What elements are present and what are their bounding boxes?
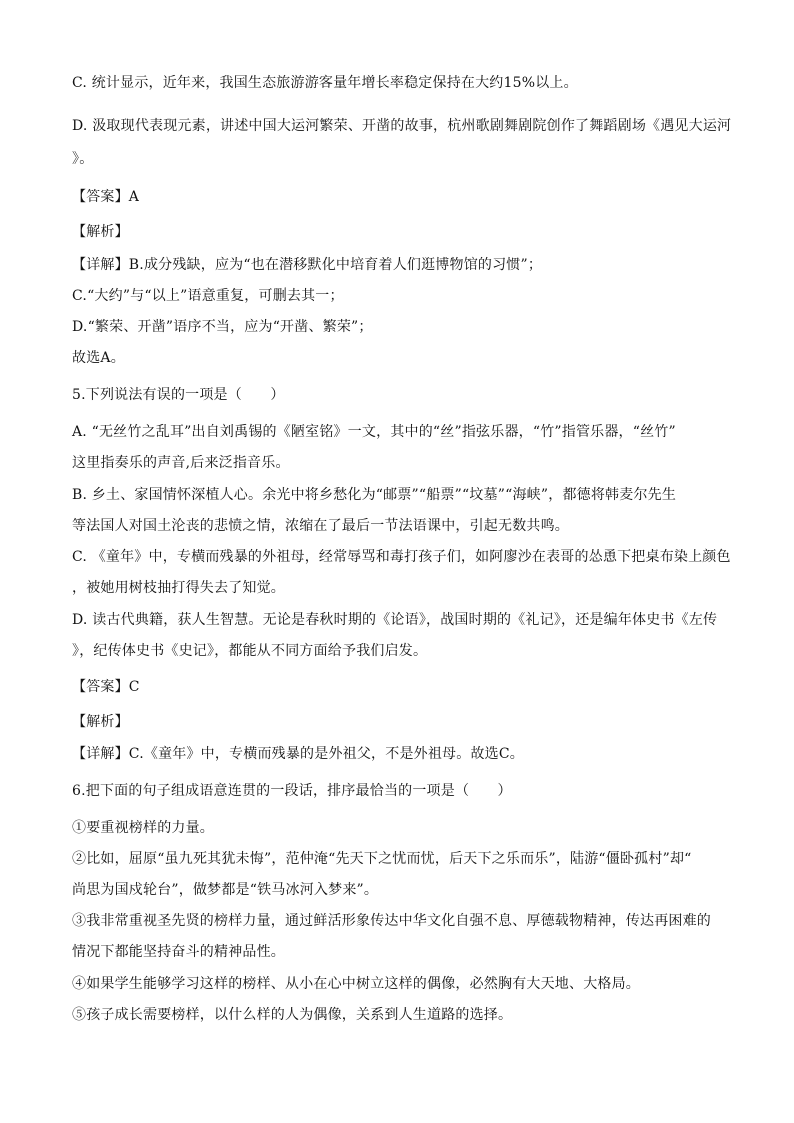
question-5-option-a: A. “无丝竹之乱耳”出自刘禹锡的《陋室铭》一文，其中的“丝”指弦乐器，“竹”指管乐器，“丝竹” — [72, 424, 676, 440]
sentence-3-continued: 情况下都能坚持奋斗的精神品性。 — [72, 944, 285, 960]
question-6-title: 6.把下面的句子组成语意连贯的一段话，排序最恰当的一项是（ ） — [72, 783, 512, 799]
sentence-5: ⑤孩子成长需要榜样，以什么样的人为偶像，关系到人生道路的选择。 — [72, 1007, 513, 1023]
sentence-2: ②比如，屈原“虽九死其犹未悔”，范仲淹“先天下之忧而忧，后天下之乐而乐”，陆游“僵卧孤村”却“ — [72, 851, 692, 867]
detail-line: 【详解】B.成分残缺，应为“也在潜移默化中培育着人们逛博物馆的习惯”； — [72, 257, 543, 273]
question-5-option-c-continued: ，被她用树枝抽打得失去了知觉。 — [72, 580, 285, 596]
answer-label: 【答案】C — [72, 679, 140, 695]
sentence-2-continued: 尚思为国戍轮台”，做梦都是“铁马冰河入梦来”。 — [72, 882, 379, 898]
option-c-line: C. 统计显示，近年来，我国生态旅游游客量年增长率稳定保持在大约15%以上。 — [72, 75, 578, 91]
sentence-4: ④如果学生能够学习这样的榜样、从小在心中树立这样的偶像，必然胸有大天地、大格局。 — [72, 976, 640, 992]
conclusion-line: 故选A。 — [72, 350, 125, 366]
question-5-option-c: C. 《童年》中，专横而残暴的外祖母，经常辱骂和毒打孩子们，如阿廖沙在表哥的怂恿下把桌布染上颜色 — [72, 549, 731, 565]
question-5-option-b-continued: 等法国人对国土沦丧的悲愤之情，浓缩在了最后一节法语课中，引起无数共鸣。 — [72, 518, 569, 534]
detail-line: D.“繁荣、开凿”语序不当，应为“开凿、繁荣”； — [72, 319, 373, 335]
detail-line: C.“大约”与“以上”语意重复，可删去其一； — [72, 288, 344, 304]
detail-line: 【详解】C.《童年》中，专横而残暴的是外祖父，不是外祖母。故选C。 — [72, 746, 524, 762]
answer-label: 【答案】A — [72, 189, 140, 205]
question-5-option-d: D. 读古代典籍，获人生智慧。无论是春秋时期的《论语》，战国时期的《礼记》，还是编年体史书《左传 — [72, 612, 718, 628]
question-5-option-b: B. 乡土、家国情怀深植人心。余光中将乡愁化为“邮票”“船票”“坟墓”“海峡”，都德将韩麦尔先生 — [72, 487, 677, 503]
option-d-line-continued: 》。 — [72, 151, 94, 167]
analysis-label: 【解析】 — [72, 224, 129, 240]
sentence-1: ①要重视榜样的力量。 — [72, 820, 214, 836]
question-5-option-d-continued: 》，纪传体史书《史记》，都能从不同方面给予我们启发。 — [72, 643, 428, 659]
sentence-3: ③我非常重视圣先贤的榜样力量，通过鲜活形象传达中华文化自强不息、厚德载物精神，传达再困难的 — [72, 913, 711, 929]
question-5-title: 5.下列说法有误的一项是（ ） — [72, 387, 285, 403]
option-d-line: D. 汲取现代表现元素，讲述中国大运河繁荣、开凿的故事，杭州歌剧舞剧院创作了舞蹈剧场《遇见大运河 — [72, 118, 732, 134]
question-5-option-a-continued: 这里指奏乐的声音,后来泛指音乐。 — [72, 455, 290, 471]
analysis-label: 【解析】 — [72, 714, 129, 730]
